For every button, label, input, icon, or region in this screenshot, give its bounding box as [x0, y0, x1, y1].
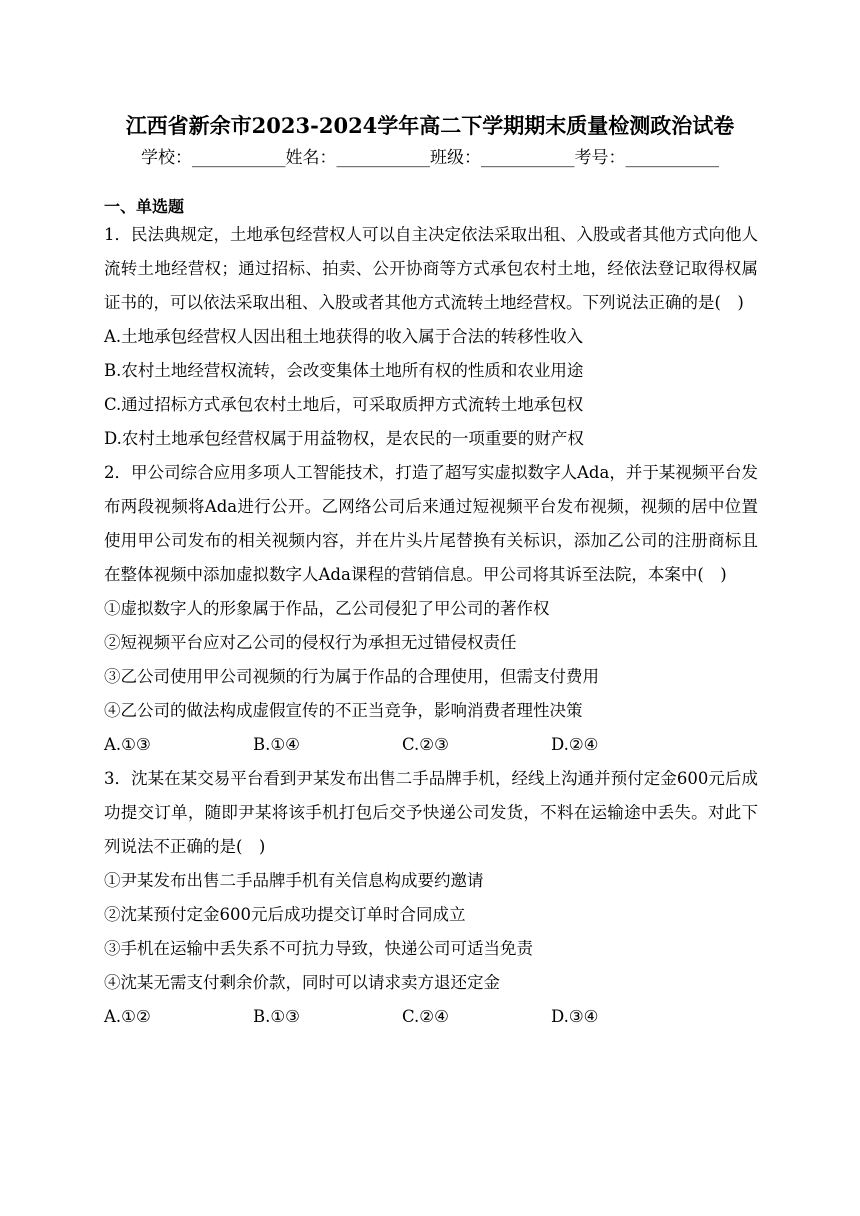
option-d: D.农村土地承包经营权属于用益物权，是农民的一项重要的财产权 [104, 429, 584, 448]
statement-2: ②沈某预付定金600元后成功提交订单时合同成立 [104, 905, 466, 924]
statement-3: ③乙公司使用甲公司视频的行为属于作品的合理使用，但需支付费用 [104, 667, 599, 686]
exam-title: 江西省新余市2023-2024学年高二下学期期末质量检测政治试卷 [125, 113, 735, 138]
choice-d: D.③④ [551, 1007, 599, 1026]
question-stem: 3．沈某在某交易平台看到尹某发布出售二手品牌手机，经线上沟通并预付定金600元后成功提交订单，随即尹某将该手机打包后交予快递公司发货，不料在运输途中丢失。对此下列说法不正确的是( ) [104, 769, 758, 856]
questions-area [104, 218, 758, 1034]
name-field: 姓名：___________ [285, 148, 430, 168]
statement-1: ①虚拟数字人的形象属于作品，乙公司侵犯了甲公司的著作权 [104, 599, 550, 618]
choice-a: A.①③ [104, 735, 151, 754]
statement-2: ②短视频平台应对乙公司的侵权行为承担无过错侵权责任 [104, 633, 517, 652]
option-a: A.土地承包经营权人因出租土地获得的收入属于合法的转移性收入 [104, 327, 584, 346]
choice-b: B.①④ [253, 735, 300, 754]
answer-choices [104, 728, 758, 762]
school-field: 学校：___________ [141, 148, 286, 168]
question-stem: 1．民法典规定，土地承包经营权人可以自主决定依法采取出租、入股或者其他方式向他人流转土地经营权；通过招标、拍卖、公开协商等方式承包农村土地，经依法登记取得权属证书的，可以依法采取出租、入股或者其他方式流转土地经营权。下列说法正确的是( ) [104, 225, 758, 312]
exam-number-field: 考号：___________ [574, 148, 719, 168]
statement-4: ④乙公司的做法构成虚假宣传的不正当竞争，影响消费者理性决策 [104, 701, 583, 720]
statement-3: ③手机在运输中丢失系不可抗力导致，快递公司可适当免责 [104, 939, 533, 958]
choice-c: C.②③ [402, 735, 449, 754]
option-b: B.农村土地经营权流转，会改变集体土地所有权的性质和农业用途 [104, 361, 584, 380]
question-3 [104, 762, 758, 1034]
statement-1: ①尹某发布出售二手品牌手机有关信息构成要约邀请 [104, 871, 484, 890]
student-info-row [0, 146, 860, 170]
section-heading: 一、单选题 [104, 197, 185, 216]
question-2 [104, 456, 758, 762]
choice-b: B.①③ [253, 1007, 300, 1026]
class-field: 班级：___________ [430, 148, 575, 168]
statement-4: ④沈某无需支付剩余价款，同时可以请求卖方退还定金 [104, 973, 500, 992]
question-1 [104, 218, 758, 456]
answer-choices [104, 1000, 758, 1034]
choice-a: A.①② [104, 1007, 151, 1026]
option-c: C.通过招标方式承包农村土地后，可采取质押方式流转土地承包权 [104, 395, 584, 414]
choice-d: D.②④ [551, 735, 599, 754]
choice-c: C.②④ [402, 1007, 449, 1026]
question-stem: 2．甲公司综合应用多项人工智能技术，打造了超写实虚拟数字人Ada，并于某视频平台发布两段视频将Ada进行公开。乙网络公司后来通过短视频平台发布视频，视频的居中位置使用甲公司发布的相关视频内容，并在片头片尾替换有关标识，添加乙公司的注册商标且在整体视频中添加虚拟数字人Ada课程的营销信息。甲公司将其诉至法院，本案中( ) [104, 463, 758, 584]
